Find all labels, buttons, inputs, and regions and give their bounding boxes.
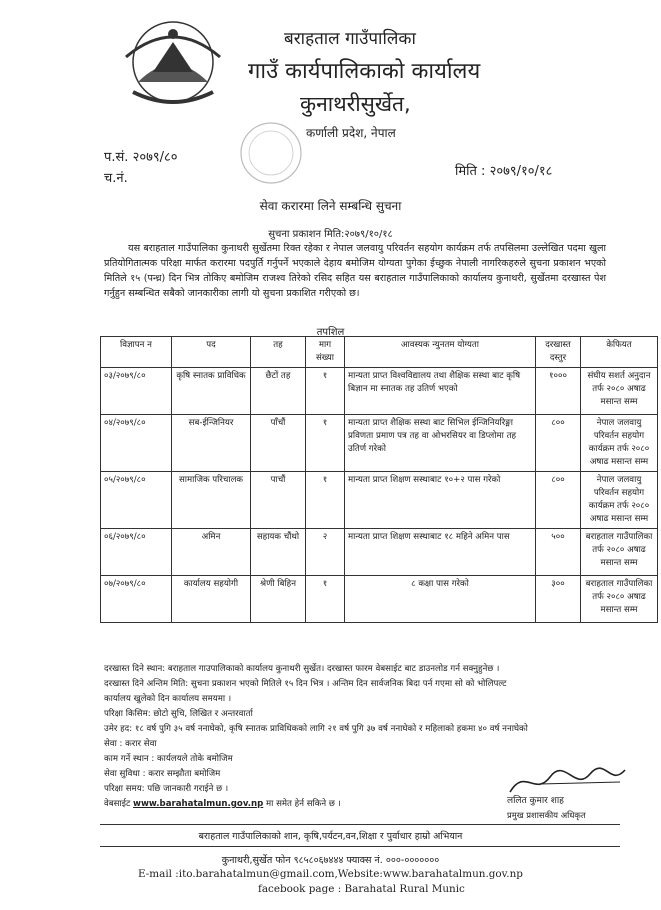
nepal-emblem-icon	[118, 12, 228, 112]
header-remarks: केफियत	[581, 337, 658, 368]
note-exam-type: परिक्षा किसिम: छोटो सुचि, लिखित र अन्तरवार्ता	[104, 709, 253, 719]
cell-level: श्रेणी बिहिन	[251, 576, 306, 623]
intro-paragraph: यस बराहताल गाउँपालिका कुनाथरी सुर्खेतमा रिक्त रहेका र नेपाल जलवायु परिवर्तन सहयोग कार्यक्रम तर्फ तपसिलमा उल्लेखित पदमा खुला प्रतियोगितात्मक परिक्षा मार्फत करारमा पदपुर्ति गर्नुपर्ने भएकाले देहाय बमोजिम योग्यता पुगेका ईच्छुक नेपाली नागरिकहरुले सुचना प्रकाशन भएको मितिले १५ (पन्ध्र) दिन भित्र तोकिए बमोजिम राजश्व तिरेको रसिद सहित यस बराहताल गाउँपालिकाको कार्यालय कुनाथरी, सुर्खेतमा दरखास्त पेश गर्नुहुन सम्बन्धित सबैको जानकारीका लागी यो सुचना प्रकाशित गरीएको छ।	[104, 243, 606, 299]
footer-facebook: facebook page : Barahatal Rural Munic	[258, 883, 465, 895]
cell-remarks: संघीय सशर्त अनुदान तर्फ २०८० अषाढ मसान्त सम्म	[581, 368, 658, 415]
cell-fee: ८००	[536, 472, 581, 529]
cell-ad-no: ०५/२०७९/८०	[101, 472, 172, 529]
office-name: गाउँ कार्यपालिकाको कार्यालय	[248, 59, 481, 84]
cell-remarks: बराहताल गाउँपालिका तर्फ २०८० अषाढ मसान्त सम्म	[581, 529, 658, 576]
cell-remarks: बराहताल गाउँपालिका तर्फ २०८० अषाढ मसान्त सम्म	[581, 576, 658, 623]
cell-fee: ३००	[536, 576, 581, 623]
cell-remarks: नेपाल जलवायु परिवर्तन सहयोग कार्यक्रम तर्फ २०८० अषाढ मसान्त सम्म	[581, 472, 658, 529]
website-link[interactable]: www.barahatalmun.gov.np	[133, 799, 264, 809]
table-header-row	[101, 337, 658, 368]
table-row	[101, 415, 658, 472]
table-row	[101, 529, 658, 576]
dispatch-number: च.नं.	[104, 171, 128, 186]
cell-qualification: मान्यता प्राप्त शिक्षण सस्थाबाट १०+२ पास गरेको	[345, 472, 536, 529]
cell-level: सहायक चौंथो	[251, 529, 306, 576]
subject: सेवा करारमा लिने सम्बन्धि सुचना	[259, 199, 402, 213]
cell-ad-no: ०४/२०७९/८०	[101, 415, 172, 472]
letter-date: मिति : २०७९/१०/१८	[455, 164, 553, 179]
note-deadline-cont: कार्यालय खुलेको दिन कार्यालय समयमा ।	[104, 694, 232, 704]
cell-post: कार्यालय सहयोगी	[172, 576, 251, 623]
vacancy-table	[100, 336, 658, 623]
cell-ad-no: ०७/२०७९/८०	[101, 576, 172, 623]
province: कर्णाली प्रदेश, नेपाल	[306, 126, 396, 140]
note-work-place: काम गर्ने स्थान : कार्यलयले तोके बमोजिम	[104, 754, 233, 764]
website-prefix: वेबसाईट	[104, 799, 131, 809]
note-age-limit: उमेर हद: १८ वर्ष पुगि ३५ वर्ष ननाघेको, कृषि स्नातक प्राविधिकको लागि २१ वर्ष पुगि ३७ वर्ष ननाघेको र महिलाको हकमा ४० वर्ष ननाघेको	[104, 724, 528, 734]
table-label: तपशिल	[316, 327, 345, 338]
fiscal-year: प.सं. २०७९/८०	[104, 150, 178, 165]
table-row	[101, 368, 658, 415]
footer-divider-2	[100, 846, 620, 847]
note-deadline: दरखास्त दिने अन्तिम मिति: सुचना प्रकाशन भएको मितिले १५ दिन भित्र । अन्तिम दिन सार्वजनिक बिदा पर्न गएमा सो को भोलिपल्ट	[104, 679, 507, 689]
cell-count: २	[306, 529, 345, 576]
signatory-title: प्रमुख प्रशासकीय अधिकृत	[507, 810, 586, 820]
cell-remarks: नेपाल जलवायु परिवर्तन सहयोग कार्यक्रम तर्फ २०८० अषाढ मसान्त सम्म	[581, 415, 658, 472]
notice-date: सुचना प्रकाशन मिति:२०७९/१०/१८	[268, 229, 393, 240]
header-fee: दरखास्त दस्तुर	[536, 337, 581, 368]
office-stamp-icon	[228, 118, 314, 188]
cell-ad-no: ०३/२०७९/८०	[101, 368, 172, 415]
header-count: माग संख्या	[306, 337, 345, 368]
cell-post: सामाजिक परिचालक	[172, 472, 251, 529]
header-post: पद	[172, 337, 251, 368]
cell-post: अमिन	[172, 529, 251, 576]
cell-fee: १०००	[536, 368, 581, 415]
footer-divider	[100, 824, 620, 825]
cell-count: १	[306, 472, 345, 529]
note-exam-time: परिक्षा समय: पछि जानकारी गराईने छ ।	[104, 784, 229, 794]
note-facility: सेवा सुविधा : करार सम्झौता बमोजिम	[104, 769, 221, 779]
header-ad-no: विज्ञापन न	[101, 337, 172, 368]
signatory-name: ललित कुमार शाह	[507, 796, 564, 806]
cell-qualification: ८ कक्षा पास गरेको	[345, 576, 536, 623]
table-row	[101, 576, 658, 623]
cell-post: सब-ईन्जिनियर	[172, 415, 251, 472]
cell-level: छैटों तह	[251, 368, 306, 415]
cell-level: पाचौं	[251, 472, 306, 529]
header-level: तह	[251, 337, 306, 368]
cell-fee: ८००	[536, 415, 581, 472]
cell-level: पाँचौं	[251, 415, 306, 472]
cell-ad-no: ०६/२०७९/८०	[101, 529, 172, 576]
footer-email: E-mail :ito.barahatalmun@gmail.com,Website:www.barahatalmun.gov.np	[138, 868, 523, 880]
office-location: कुनाथरीसुर्खेत,	[300, 92, 411, 116]
table-row	[101, 472, 658, 529]
header-qualification: आवस्यक न्युनतम योग्यता	[345, 337, 536, 368]
cell-fee: ५००	[536, 529, 581, 576]
cell-count: १	[306, 415, 345, 472]
footer-contact: कुनाथरी,सुर्खेत फोन ९८५८०६७४४४ फ्याक्स नं. ०००-०००००००	[221, 855, 440, 866]
note-service: सेवा : करार सेवा	[104, 739, 157, 749]
cell-count: १	[306, 576, 345, 623]
cell-post: कृषि स्नातक प्राविधिक	[172, 368, 251, 415]
cell-qualification: मान्यता प्राप्त विश्वविद्यालय तथा शैक्षिक सस्था बाट कृषि बिज्ञान मा स्नातक तह उतिर्ण भएको	[345, 368, 536, 415]
note-application-place: दरखास्त दिने स्थान: बराहताल गाउपालिकाको कार्यालय कुनाथरी सुर्खेत। दरखास्त फारम वेबसाईट बाट डाउनलोड गर्न सक्नुहुनेछ ।	[104, 664, 500, 674]
municipality-name: बराहताल गाउँपालिका	[284, 29, 416, 49]
cell-qualification: मान्यता प्राप्त शैक्षिक सस्था बाट सिभिल ईन्जिनियरिङ्मा प्रविणता प्रमाण पत्र तह वा ओभरसियर वा डिप्लोमा तह उतिर्ण गरेको	[345, 415, 536, 472]
cell-count: १	[306, 368, 345, 415]
website-suffix: मा समेत हेर्न सकिने छ ।	[266, 799, 341, 809]
cell-qualification: मान्यता प्राप्त शिक्षण सस्थाबाट १८ महिने अमिन पास	[345, 529, 536, 576]
footer-slogan: बराहताल गाउँपालिकाको शान, कृषि,पर्यटन,वन,शिक्षा र पुर्वाधार हाम्रो अभियान	[198, 831, 463, 842]
